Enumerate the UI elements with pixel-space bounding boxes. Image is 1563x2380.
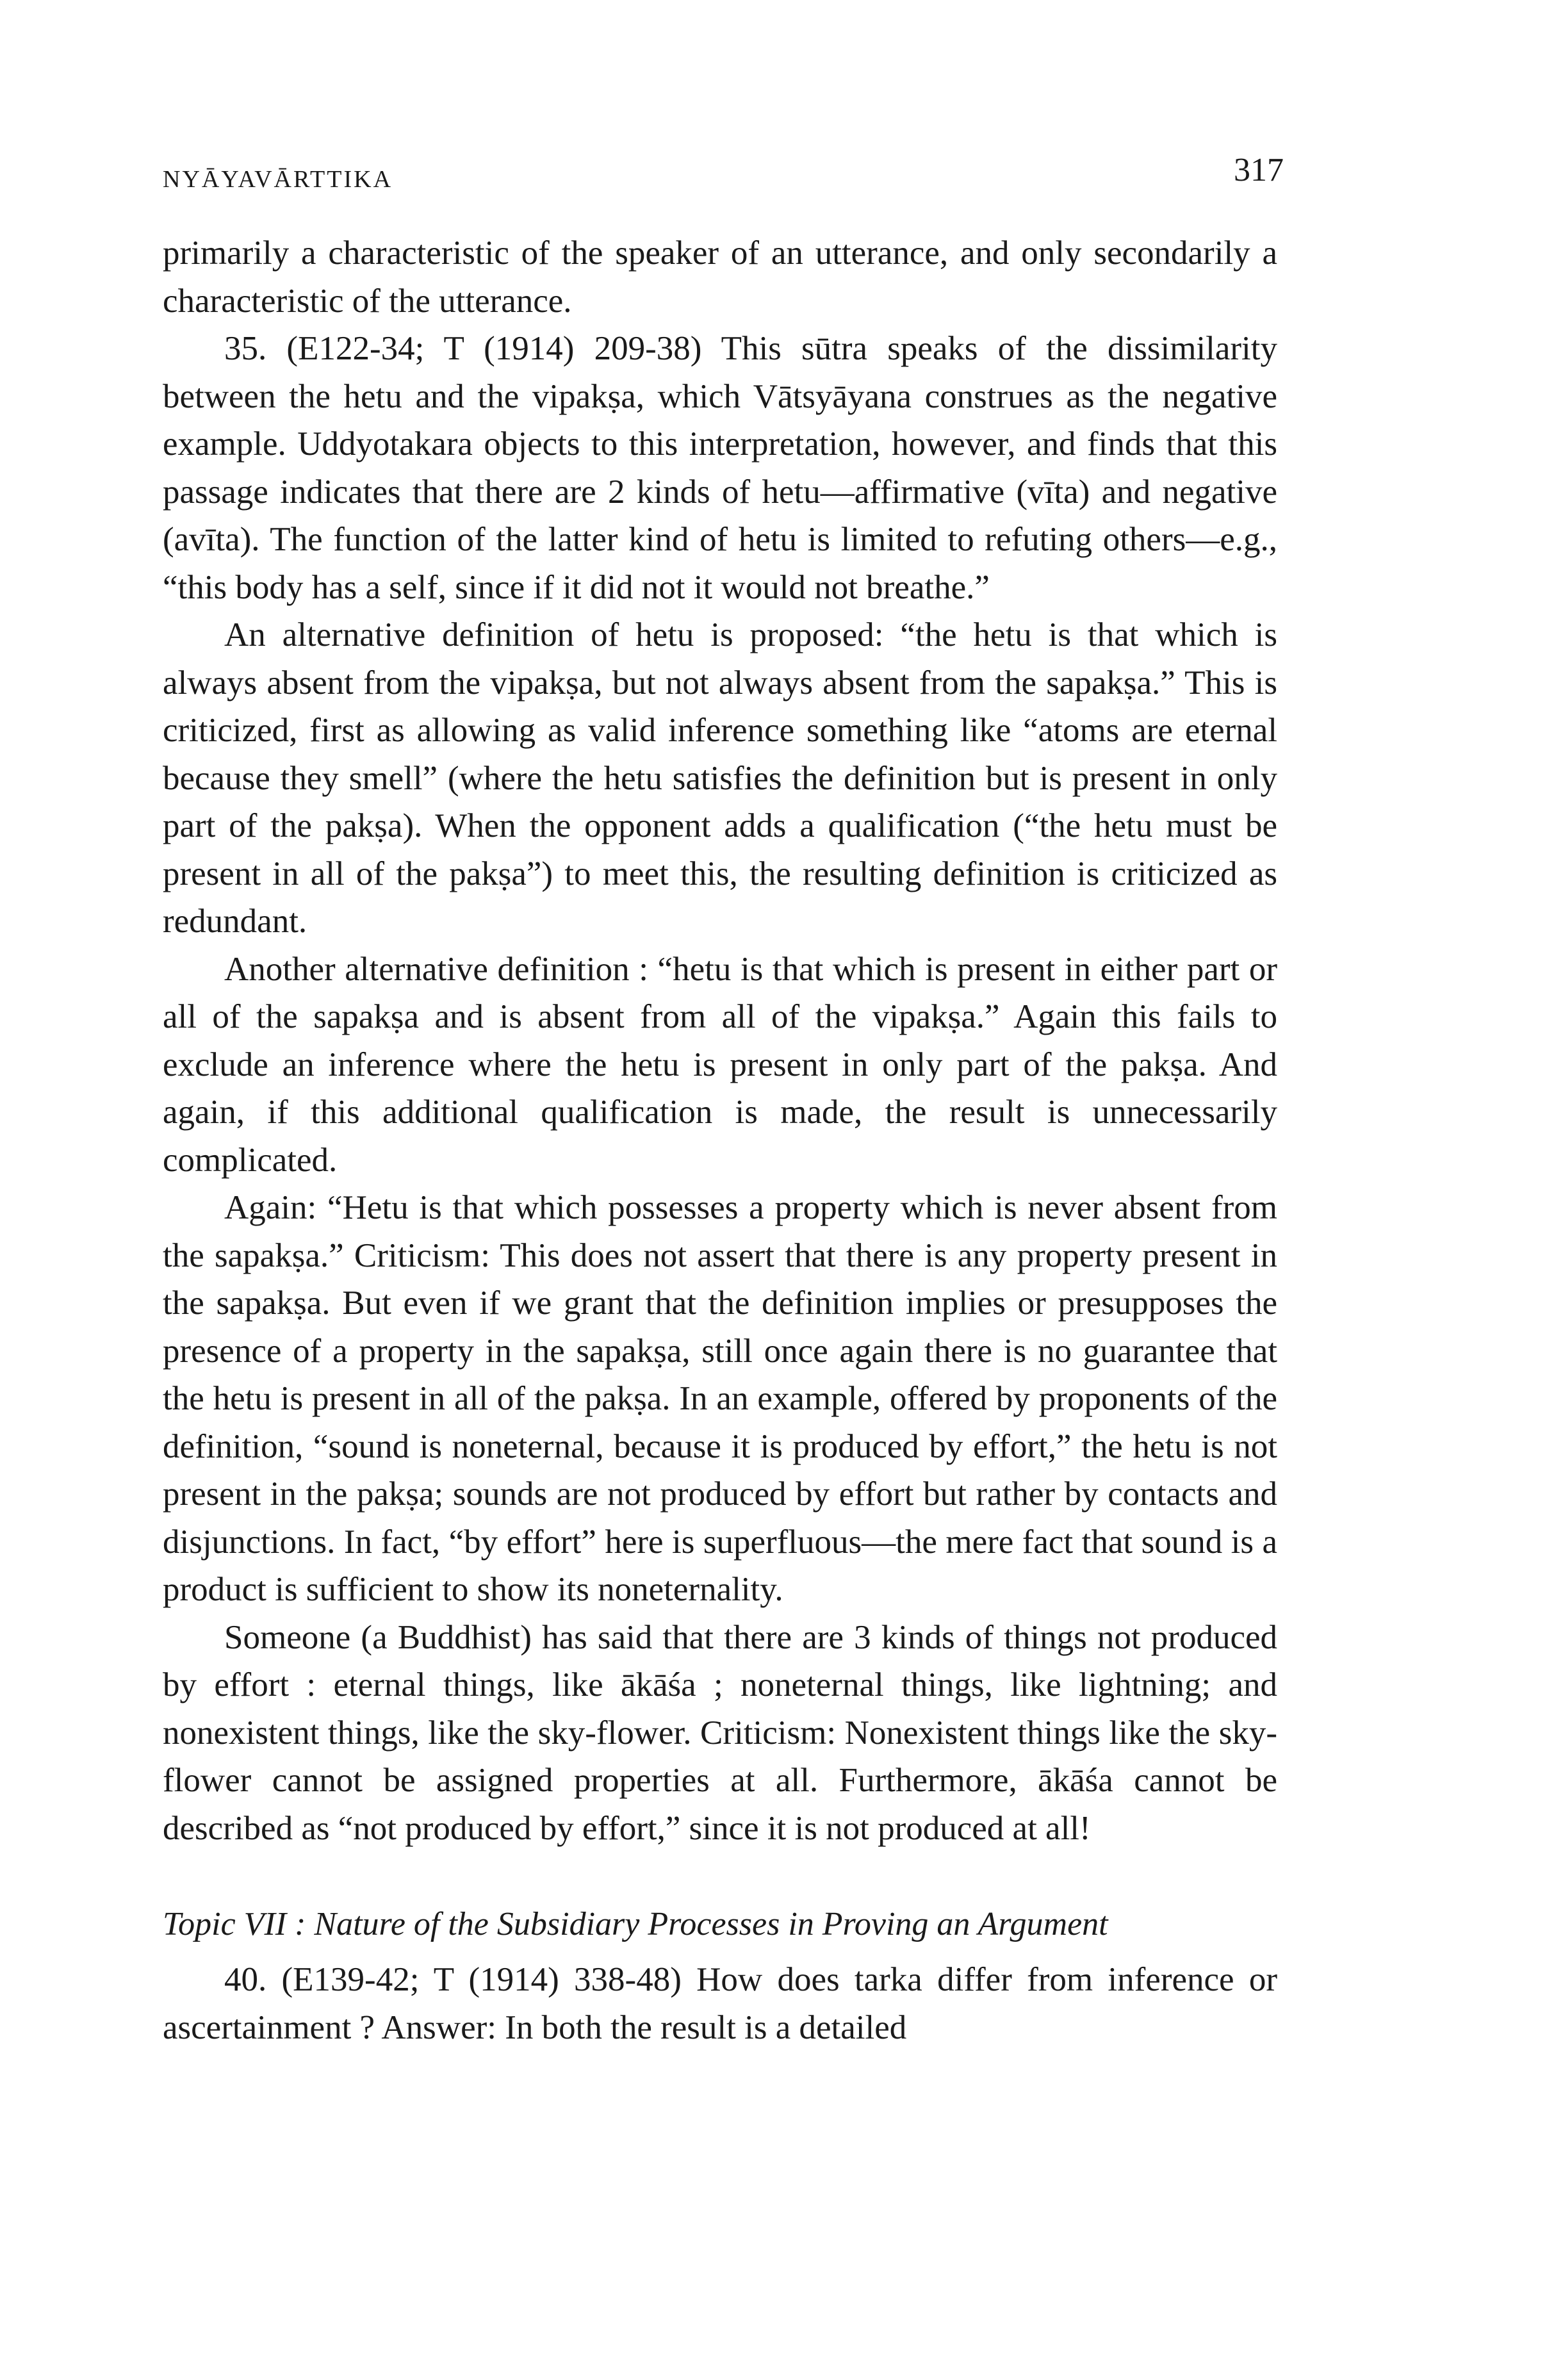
paragraph-again: Again: “Hetu is that which possesses a property which is never absent from the sapakṣa.” Criticism: This does not assert that there is any property present in the sapakṣa. But even if we grant that the definition implies or presupposes the presence of a property in the sapakṣa, still once again there is no guarantee that the hetu is present in all of the pakṣa. In an example, offered by proponents of the definition, “sound is noneternal, because it is produced by effort,” the hetu is not present in the pakṣa; sounds are not produced by effort but rather by contacts and disjunctions. In fact, “by effort” here is superfluous—the mere fact that sound is a product is sufficient to show its noneternality. bbox=[163, 1189, 1277, 1608]
paragraph-another-definition: Another alternative definition : “hetu is that which is present in either part or all of the sapakṣa and is absent from all of the vipakṣa.” Again this fails to exclude an inference where the hetu is present in only part of the pakṣa. And again, if this additional qualification is made, the result is unnecessarily complicated. bbox=[163, 950, 1277, 1179]
page-header bbox=[163, 151, 1284, 196]
topic-heading: Topic VII : Nature of the Subsidiary Processes in Proving an Argument bbox=[163, 1906, 1108, 1942]
page bbox=[163, 151, 1284, 2051]
running-head: NYĀYAVĀRTTIKA bbox=[163, 166, 393, 193]
paragraph-alternative-definition: An alternative definition of hetu is proposed: “the hetu is that which is always absent from the vipakṣa, but not always absent from the sapakṣa.” This is criticized, first as allowing as valid inference something like “atoms are eternal because they smell” (where the hetu satisfies the definition but is present in only part of the pakṣa). When the opponent adds a qualification (“the hetu must be present in all of the pakṣa”) to meet this, the resulting definition is criticized as redundant. bbox=[163, 616, 1277, 940]
page-number: 317 bbox=[1234, 152, 1284, 188]
body-text-continued bbox=[163, 1956, 1277, 2051]
paragraph-40: 40. (E139-42; T (1914) 338-48) How does tarka differ from inference or ascertainment ? Answer: In both the result is a detailed bbox=[163, 1961, 1277, 2046]
paragraph-buddhist: Someone (a Buddhist) has said that there are 3 kinds of things not produced by effort : eternal things, like ākāśa ; noneternal things, like lightning; and nonexistent things, like the sky-flower. Criticism: Nonexistent things like the sky-flower cannot be assigned properties at all. Furthermore, ākāśa cannot be described as “not produced by effort,” since it is not produced at all! bbox=[163, 1618, 1277, 1847]
paragraph-35: 35. (E122-34; T (1914) 209-38) This sūtra speaks of the dissimilarity between the hetu and the vipakṣa, which Vātsyāyana construes as the negative example. Uddyotakara objects to this interpretation, however, and finds that this passage indicates that there are 2 kinds of hetu—affirmative (vīta) and negative (avīta). The function of the latter kind of hetu is limited to refuting others—e.g., “this body has a self, since if it did not it would not breathe.” bbox=[163, 330, 1277, 606]
paragraph-continuation: primarily a characteristic of the speaker of an utterance, and only secondarily a characteristic of the utterance. bbox=[163, 234, 1277, 320]
body-text bbox=[163, 229, 1277, 1852]
